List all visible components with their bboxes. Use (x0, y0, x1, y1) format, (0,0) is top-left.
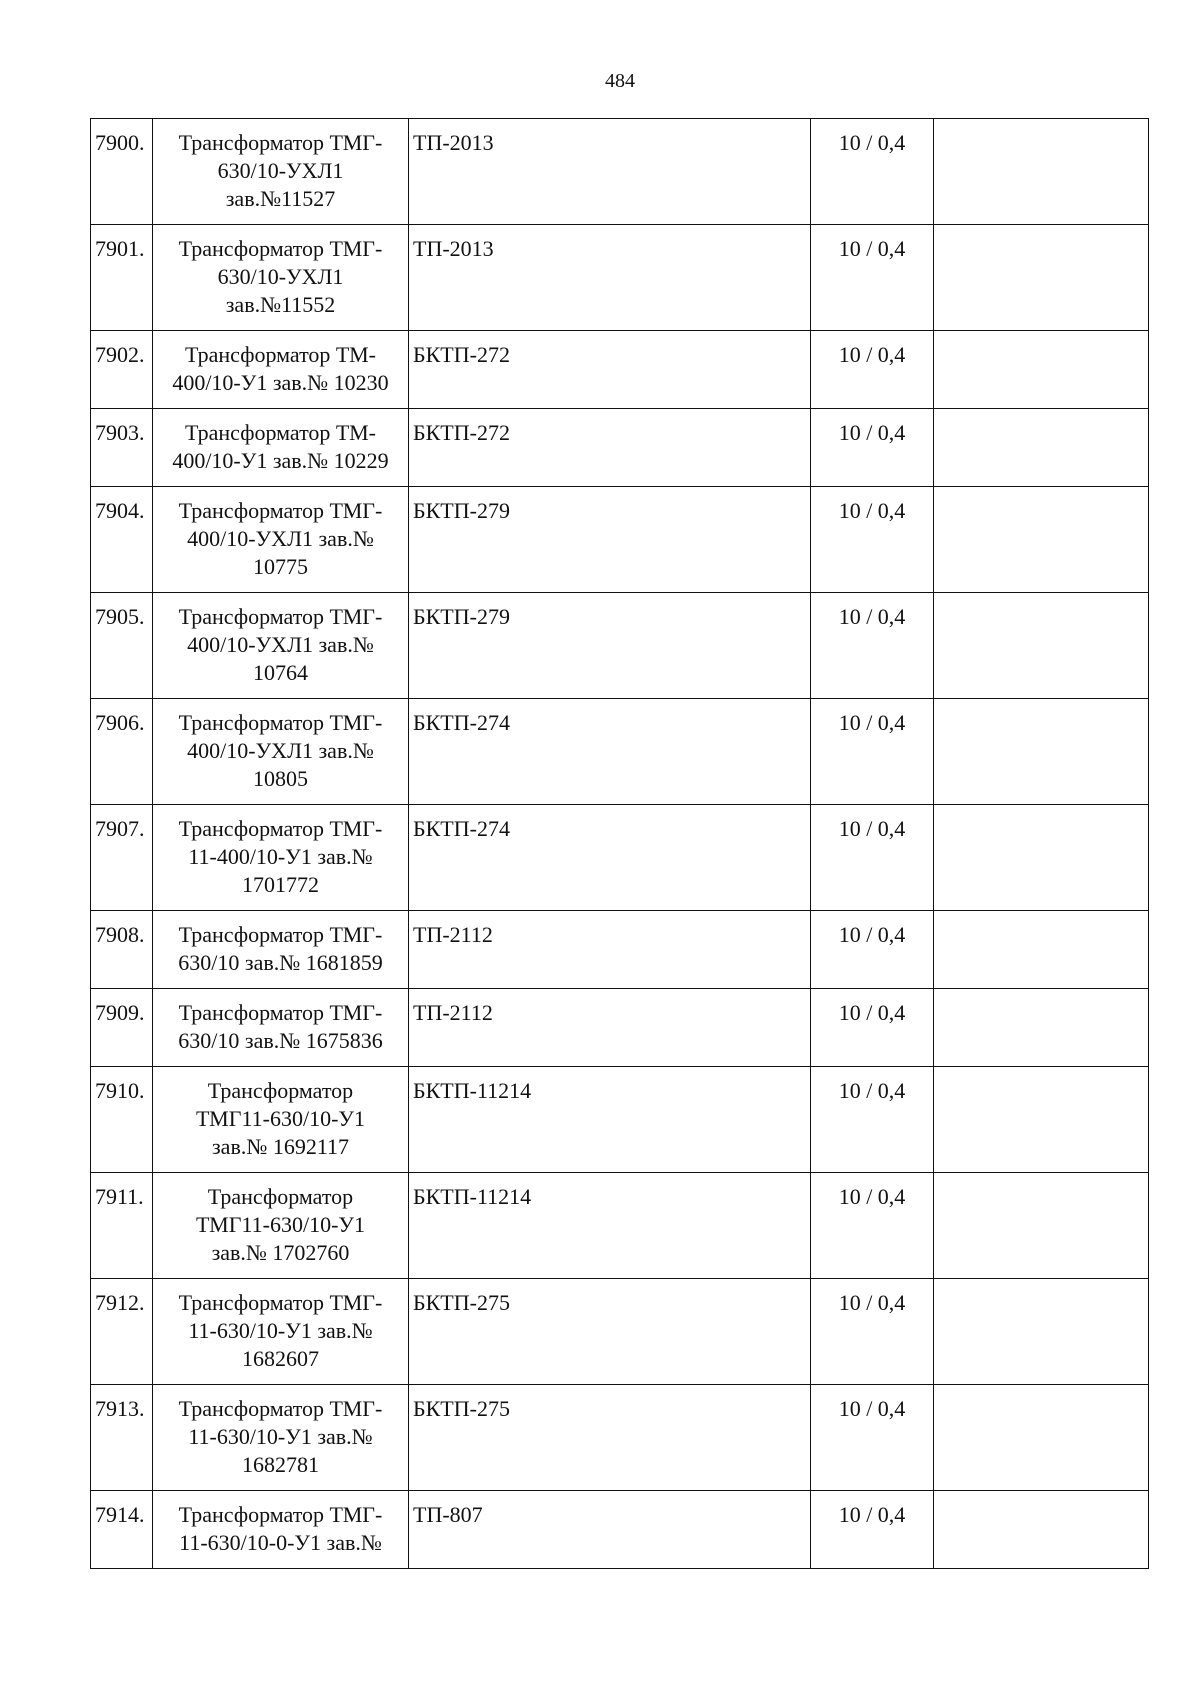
voltage-cell: 10 / 0,4 (811, 989, 934, 1067)
equipment-name-line: 630/10 зав.№ 1681859 (178, 950, 383, 975)
table-row (91, 911, 1149, 989)
equipment-name-line: зав.№11527 (225, 186, 336, 211)
equipment-name-line: Трансформатор ТМГ- (178, 1502, 383, 1527)
page-number: 484 (605, 70, 635, 92)
row-number-cell: 7913. (91, 1385, 153, 1491)
equipment-name-cell (153, 225, 409, 331)
substation-cell: ТП-2112 (409, 989, 811, 1067)
equipment-name-line: Трансформатор ТМГ- (178, 1000, 383, 1025)
equipment-name-line: Трансформатор ТМГ- (178, 130, 383, 155)
equipment-name-line: 1682781 (242, 1452, 319, 1477)
table-row (91, 1385, 1149, 1491)
row-number-cell: 7902. (91, 331, 153, 409)
equipment-name-line: 400/10-У1 зав.№ 10230 (172, 370, 389, 395)
row-number-cell: 7900. (91, 119, 153, 225)
table-row (91, 1173, 1149, 1279)
voltage-cell: 10 / 0,4 (811, 119, 934, 225)
substation-cell: БКТП-274 (409, 699, 811, 805)
row-number-cell: 7905. (91, 593, 153, 699)
equipment-name-line: 10775 (253, 554, 308, 579)
table-row (91, 331, 1149, 409)
equipment-name-line: Трансформатор ТМГ- (178, 498, 383, 523)
equipment-name-line: Трансформатор ТМГ- (178, 236, 383, 261)
equipment-name-cell (153, 1067, 409, 1173)
empty-cell (934, 989, 1149, 1067)
row-number-cell: 7907. (91, 805, 153, 911)
equipment-name-line: 1682607 (242, 1346, 319, 1371)
row-number-cell: 7908. (91, 911, 153, 989)
row-number-cell: 7914. (91, 1491, 153, 1569)
equipment-name-cell (153, 119, 409, 225)
row-number-cell: 7910. (91, 1067, 153, 1173)
equipment-name-cell (153, 409, 409, 487)
empty-cell (934, 805, 1149, 911)
equipment-name-cell (153, 699, 409, 805)
voltage-cell: 10 / 0,4 (811, 1491, 934, 1569)
equipment-name-cell (153, 593, 409, 699)
equipment-name-cell (153, 1279, 409, 1385)
equipment-name-line: 400/10-УХЛ1 зав.№ (187, 632, 374, 657)
row-number-cell: 7904. (91, 487, 153, 593)
voltage-cell: 10 / 0,4 (811, 1385, 934, 1491)
equipment-name-line: Трансформатор ТМГ- (178, 1396, 383, 1421)
table-row (91, 989, 1149, 1067)
substation-cell: БКТП-274 (409, 805, 811, 911)
equipment-name-line: 400/10-УХЛ1 зав.№ (187, 526, 374, 551)
row-number-cell: 7911. (91, 1173, 153, 1279)
equipment-name-cell (153, 1385, 409, 1491)
table-row (91, 487, 1149, 593)
empty-cell (934, 911, 1149, 989)
voltage-cell: 10 / 0,4 (811, 911, 934, 989)
voltage-cell: 10 / 0,4 (811, 805, 934, 911)
equipment-name-cell (153, 331, 409, 409)
empty-cell (934, 699, 1149, 805)
substation-cell: БКТП-279 (409, 487, 811, 593)
equipment-name-line: 630/10 зав.№ 1675836 (178, 1028, 383, 1053)
equipment-name-cell (153, 911, 409, 989)
table-row (91, 409, 1149, 487)
empty-cell (934, 119, 1149, 225)
equipment-name-line: Трансформатор ТМ- (185, 342, 376, 367)
equipment-name-line: зав.№11552 (225, 292, 336, 317)
equipment-name-line: 10764 (253, 660, 308, 685)
empty-cell (934, 409, 1149, 487)
equipment-name-line: Трансформатор ТМГ- (178, 816, 383, 841)
equipment-name-line: 1701772 (242, 872, 319, 897)
equipment-name-line: 10805 (253, 766, 308, 791)
empty-cell (934, 225, 1149, 331)
row-number-cell: 7906. (91, 699, 153, 805)
equipment-name-cell (153, 487, 409, 593)
equipment-name-line: 11-400/10-У1 зав.№ (188, 844, 373, 869)
table-row (91, 805, 1149, 911)
table-row (91, 1279, 1149, 1385)
equipment-name-cell (153, 805, 409, 911)
voltage-cell: 10 / 0,4 (811, 1279, 934, 1385)
substation-cell: БКТП-272 (409, 409, 811, 487)
equipment-name-line: ТМГ11-630/10-У1 (196, 1106, 365, 1131)
table-row (91, 1491, 1149, 1569)
equipment-name-cell (153, 1491, 409, 1569)
equipment-name-cell (153, 989, 409, 1067)
equipment-name-line: Трансформатор (207, 1078, 354, 1103)
voltage-cell: 10 / 0,4 (811, 409, 934, 487)
equipment-name-line: Трансформатор ТМГ- (178, 604, 383, 629)
equipment-name-line: Трансформатор ТМГ- (178, 922, 383, 947)
substation-cell: ТП-807 (409, 1491, 811, 1569)
substation-cell: ТП-2112 (409, 911, 811, 989)
row-number-cell: 7909. (91, 989, 153, 1067)
table-row (91, 119, 1149, 225)
voltage-cell: 10 / 0,4 (811, 487, 934, 593)
table-row (91, 593, 1149, 699)
empty-cell (934, 593, 1149, 699)
equipment-name-line: Трансформатор (207, 1184, 354, 1209)
equipment-name-line: 630/10-УХЛ1 (217, 264, 344, 289)
voltage-cell: 10 / 0,4 (811, 699, 934, 805)
empty-cell (934, 1067, 1149, 1173)
equipment-name-line: 630/10-УХЛ1 (217, 158, 344, 183)
equipment-name-line: зав.№ 1702760 (211, 1240, 350, 1265)
voltage-cell: 10 / 0,4 (811, 1067, 934, 1173)
equipment-table-body (91, 119, 1149, 1569)
substation-cell: БКТП-275 (409, 1385, 811, 1491)
equipment-name-line: ТМГ11-630/10-У1 (196, 1212, 365, 1237)
substation-cell: ТП-2013 (409, 119, 811, 225)
equipment-name-line: 11-630/10-У1 зав.№ (188, 1424, 373, 1449)
row-number-cell: 7901. (91, 225, 153, 331)
voltage-cell: 10 / 0,4 (811, 593, 934, 699)
table-row (91, 699, 1149, 805)
row-number-cell: 7912. (91, 1279, 153, 1385)
empty-cell (934, 1173, 1149, 1279)
equipment-name-line: 11-630/10-0-У1 зав.№ (179, 1530, 382, 1555)
substation-cell: БКТП-272 (409, 331, 811, 409)
substation-cell: БКТП-275 (409, 1279, 811, 1385)
empty-cell (934, 331, 1149, 409)
empty-cell (934, 487, 1149, 593)
equipment-name-cell (153, 1173, 409, 1279)
empty-cell (934, 1491, 1149, 1569)
voltage-cell: 10 / 0,4 (811, 1173, 934, 1279)
substation-cell: ТП-2013 (409, 225, 811, 331)
voltage-cell: 10 / 0,4 (811, 331, 934, 409)
table-row (91, 225, 1149, 331)
equipment-table (90, 118, 1149, 1569)
substation-cell: БКТП-11214 (409, 1173, 811, 1279)
equipment-name-line: Трансформатор ТМ- (185, 420, 376, 445)
equipment-name-line: 400/10-УХЛ1 зав.№ (187, 738, 374, 763)
substation-cell: БКТП-11214 (409, 1067, 811, 1173)
equipment-name-line: зав.№ 1692117 (211, 1134, 350, 1159)
equipment-name-line: 11-630/10-У1 зав.№ (188, 1318, 373, 1343)
equipment-name-line: Трансформатор ТМГ- (178, 710, 383, 735)
substation-cell: БКТП-279 (409, 593, 811, 699)
table-row (91, 1067, 1149, 1173)
equipment-name-line: 400/10-У1 зав.№ 10229 (172, 448, 389, 473)
empty-cell (934, 1279, 1149, 1385)
equipment-name-line: Трансформатор ТМГ- (178, 1290, 383, 1315)
row-number-cell: 7903. (91, 409, 153, 487)
empty-cell (934, 1385, 1149, 1491)
voltage-cell: 10 / 0,4 (811, 225, 934, 331)
